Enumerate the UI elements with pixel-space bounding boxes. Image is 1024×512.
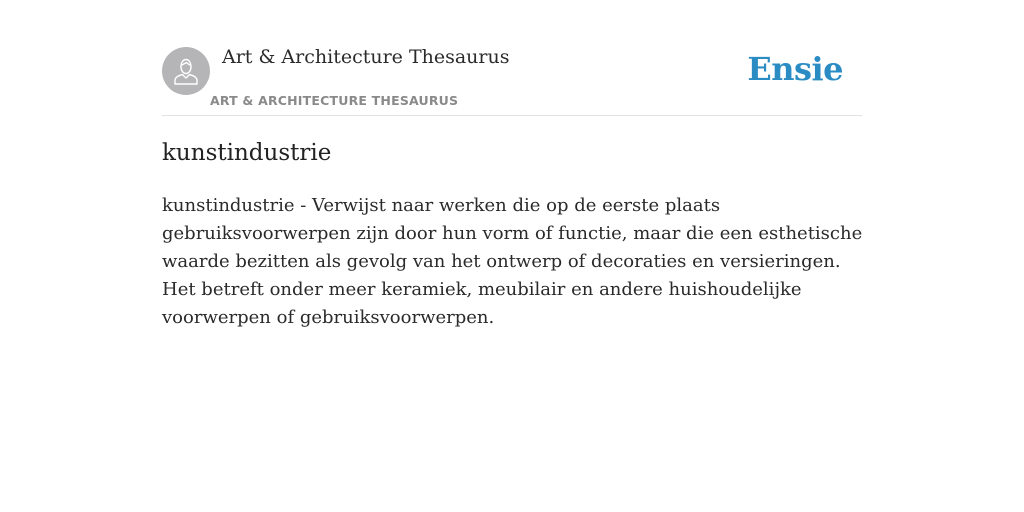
author-avatar[interactable] (162, 47, 210, 95)
entry-header (162, 46, 862, 116)
author-name[interactable]: Art & Architecture Thesaurus (222, 46, 510, 68)
entry-title: kunstindustrie (162, 140, 332, 166)
entry-definition: kunstindustrie - Verwijst naar werken die op de eerste plaats gebruiksvoorwerpen zijn door hun vorm of functie, maar die een esthetische waarde bezitten als gevolg van het ontwerp of decoraties en versieringen. Het betreft onder meer keramiek, meubilair en andere huishoudelijke voorwerpen of gebruiksvoorwerpen. (162, 195, 863, 328)
user-silhouette-icon (162, 47, 210, 95)
author-subtitle[interactable]: ART & ARCHITECTURE THESAURUS (210, 93, 459, 108)
ensie-logo[interactable]: Ensie (747, 50, 843, 88)
